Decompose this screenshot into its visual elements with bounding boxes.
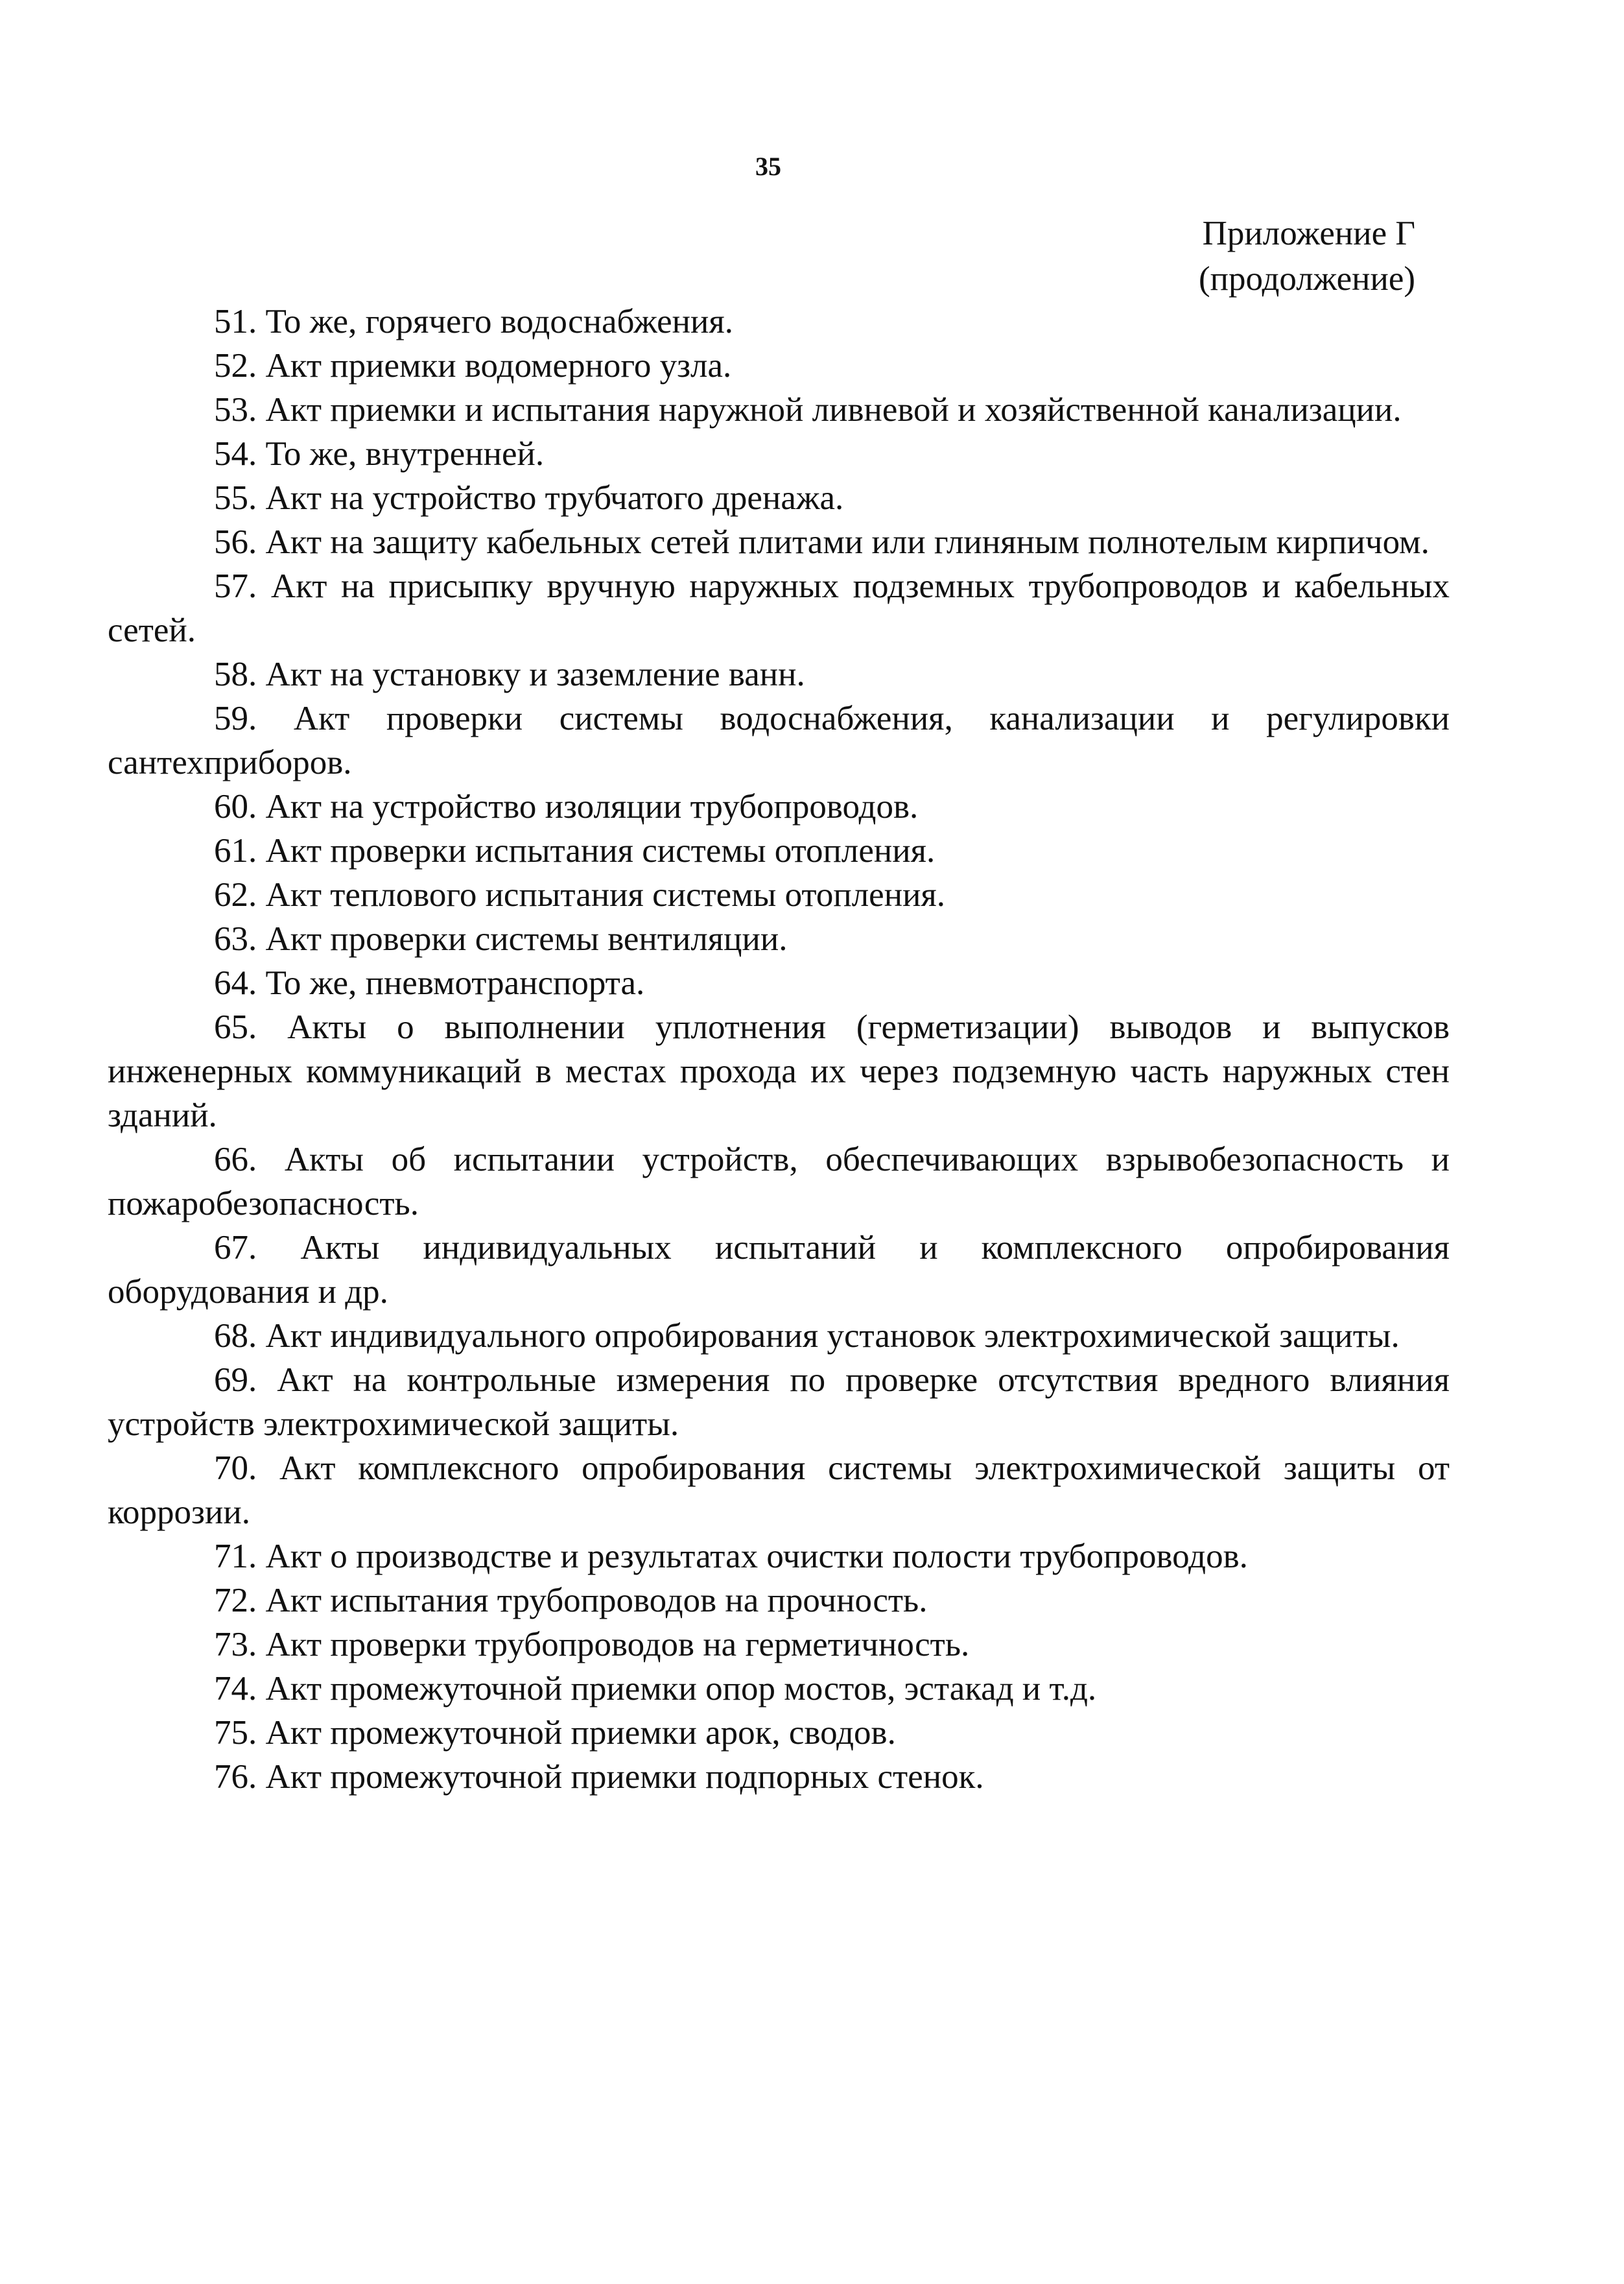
- document-item-list: [108, 300, 1450, 1799]
- list-item-56: 56. Акт на защиту кабельных сетей плитами или глиняным полнотелым кирпичом.: [214, 523, 1430, 561]
- list-item-62: 62. Акт теплового испытания системы отопления.: [214, 876, 946, 914]
- list-item-59: 59. Акт проверки системы водоснабжения, канализации и регулировки сантехприборов.: [108, 700, 1450, 781]
- list-item-75: 75. Акт промежуточной приемки арок, сводов.: [214, 1714, 896, 1752]
- page-number: 35: [755, 152, 781, 181]
- list-item-74: 74. Акт промежуточной приемки опор мостов, эстакад и т.д.: [214, 1670, 1097, 1707]
- appendix-title: Приложение Г: [1202, 215, 1415, 252]
- list-item-55: 55. Акт на устройство трубчатого дренажа.: [214, 479, 844, 517]
- list-item-69: 69. Акт на контрольные измерения по проверке отсутствия вредного влияния устройств электрохимической защиты.: [108, 1361, 1450, 1443]
- list-item-61: 61. Акт проверки испытания системы отопления.: [214, 832, 936, 870]
- list-item-71: 71. Акт о производстве и результатах очистки полости трубопроводов.: [214, 1538, 1248, 1575]
- list-item-60: 60. Акт на устройство изоляции трубопроводов.: [214, 788, 919, 826]
- list-item-63: 63. Акт проверки системы вентиляции.: [214, 920, 788, 958]
- list-item-68: 68. Акт индивидуального опробирования установок электрохимической защиты.: [214, 1317, 1400, 1355]
- list-item-53: 53. Акт приемки и испытания наружной ливневой и хозяйственной канализации.: [214, 391, 1402, 429]
- list-item-51: 51. То же, горячего водоснабжения.: [214, 303, 734, 340]
- list-item-57: 57. Акт на присыпку вручную наружных подземных трубопроводов и кабельных сетей.: [108, 567, 1450, 649]
- list-item-65: 65. Акты о выполнении уплотнения (герметизации) выводов и выпусков инженерных коммуникаций в местах прохода их через подземную часть наружных стен зданий.: [108, 1008, 1450, 1134]
- appendix-subtitle: (продолжение): [1198, 260, 1415, 298]
- list-item-72: 72. Акт испытания трубопроводов на прочность.: [214, 1582, 928, 1619]
- list-item-52: 52. Акт приемки водомерного узла.: [214, 347, 732, 385]
- list-item-73: 73. Акт проверки трубопроводов на герметичность.: [214, 1626, 970, 1663]
- list-item-67: 67. Акты индивидуальных испытаний и комплексного опробирования оборудования и др.: [108, 1229, 1450, 1311]
- list-item-64: 64. То же, пневмотранспорта.: [214, 964, 645, 1002]
- list-item-54: 54. То же, внутренней.: [214, 435, 545, 473]
- appendix-header: [1199, 211, 1415, 302]
- list-item-76: 76. Акт промежуточной приемки подпорных стенок.: [214, 1758, 984, 1796]
- list-item-66: 66. Акты об испытании устройств, обеспечивающих взрывобезопасность и пожаробезопасность.: [108, 1141, 1450, 1222]
- list-item-58: 58. Акт на установку и заземление ванн.: [214, 656, 805, 693]
- list-item-70: 70. Акт комплексного опробирования системы электрохимической защиты от коррозии.: [108, 1449, 1450, 1531]
